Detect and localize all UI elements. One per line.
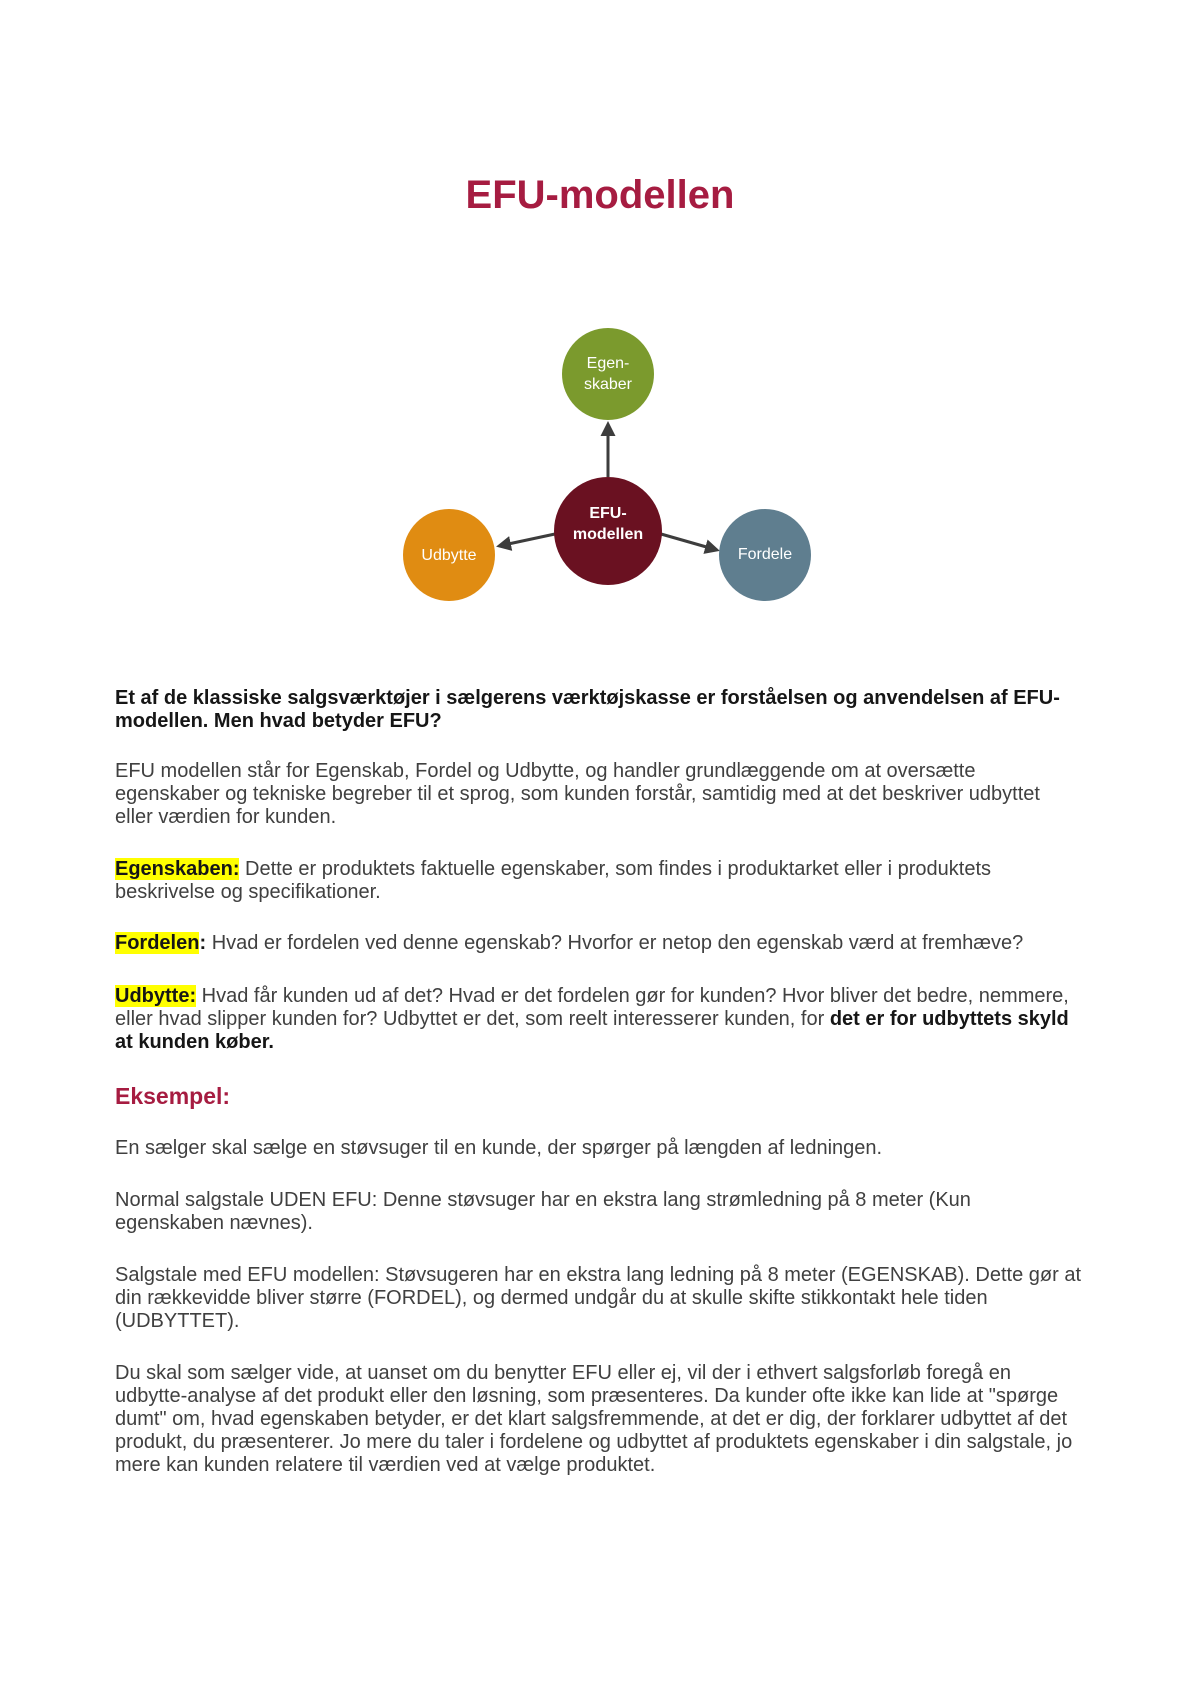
fordelen-text: Hvad er fordelen ved denne egenskab? Hvorfor er netop den egenskab værd at fremhæve?	[211, 932, 1024, 954]
example-heading: Eksempel:	[115, 1083, 231, 1109]
udbytte-paragraph	[115, 985, 1083, 1054]
page-title: EFU-modellen	[465, 173, 735, 217]
efu-center-label-line2: modellen	[572, 526, 644, 544]
udbytte-bold-text: det er for udbyttets skyld at kunden køber.	[115, 1008, 1069, 1053]
arrow-to-udbytte	[499, 534, 555, 546]
egenskaber-node	[562, 328, 654, 420]
efu-center-node	[554, 477, 662, 585]
example-paragraph-3: Salgstale med EFU modellen: Støvsugeren har en ekstra lang ledning på 8 meter (EGENSKAB). Dette gør at din rækkevidde bliver større (FORDEL), og dermed undgår du at skulle skifte stikkontakt hele tiden (UDBYTTET).	[115, 1264, 1082, 1332]
example-paragraph-2: Normal salgstale UDEN EFU: Denne støvsuger har en ekstra lang strømledning på 8 meter (Kun egenskaben nævnes).	[115, 1189, 971, 1234]
udbytte-label: Udbytte:	[115, 985, 197, 1007]
fordelen-colon: :	[199, 932, 207, 954]
egenskaben-text: Dette er produktets faktuelle egenskaber, som findes i produktarket eller i produktets beskrivelse og specifikationer.	[115, 858, 992, 903]
udbytte-label: Udbytte	[421, 547, 477, 565]
efu-diagram	[0, 300, 1200, 620]
definition-paragraph: EFU modellen står for Egenskab, Fordel og Udbytte, og handler grundlæggende om at oversætte egenskaber og tekniske begreber til et sprog, som kunden forstår, samtidig med at det beskriver udbyttet eller værdien for kunden.	[115, 760, 1040, 828]
egenskaber-label-line2: skaber	[583, 376, 633, 394]
fordelen-label: Fordelen	[115, 932, 200, 954]
example-paragraph-1: En sælger skal sælge en støvsuger til en kunde, der spørger på længden af ledningen.	[115, 1137, 883, 1159]
egenskaber-circle	[562, 328, 654, 420]
fordele-node	[719, 509, 811, 601]
arrow-to-fordele	[661, 534, 717, 550]
egenskaber-label-line1: Egen-	[586, 355, 630, 373]
efu-center-label-line1: EFU-	[589, 505, 627, 523]
fordele-label: Fordele	[737, 546, 793, 564]
intro-paragraph: Et af de klassiske salgsværktøjer i sælgerens værktøjskasse er forståelsen og anvendelsen af EFU-modellen. Men hvad betyder EFU?	[115, 687, 1060, 732]
example-paragraph-4: Du skal som sælger vide, at uanset om du benytter EFU eller ej, vil der i ethvert salgsforløb foregå en udbytte-analyse af det produkt eller den løsning, som præsenteres. Da kunder ofte ikke kan lide at "spørge dumt" om, hvad egenskaben betyder, er det klart salgsfremmende, at det er dig, der forklarer udbyttet af det produkt, du præsenterer. Jo mere du taler i fordelene og udbyttet af produktets egenskaber i din salgstale, jo mere kan kunden relatere til værdien ved at vælge produktet.	[115, 1362, 1073, 1476]
udbytte-text: Hvad får kunden ud af det? Hvad er det fordelen gør for kunden? Hvor bliver det bedre, nemmere, eller hvad slipper kunden for? Udbyttet er det, som reelt interesserer kunden, for	[115, 985, 1069, 1030]
egenskaben-paragraph	[115, 858, 1083, 904]
fordelen-paragraph	[115, 932, 1083, 955]
egenskaben-label: Egenskaben:	[115, 858, 240, 880]
udbytte-node	[403, 509, 495, 601]
